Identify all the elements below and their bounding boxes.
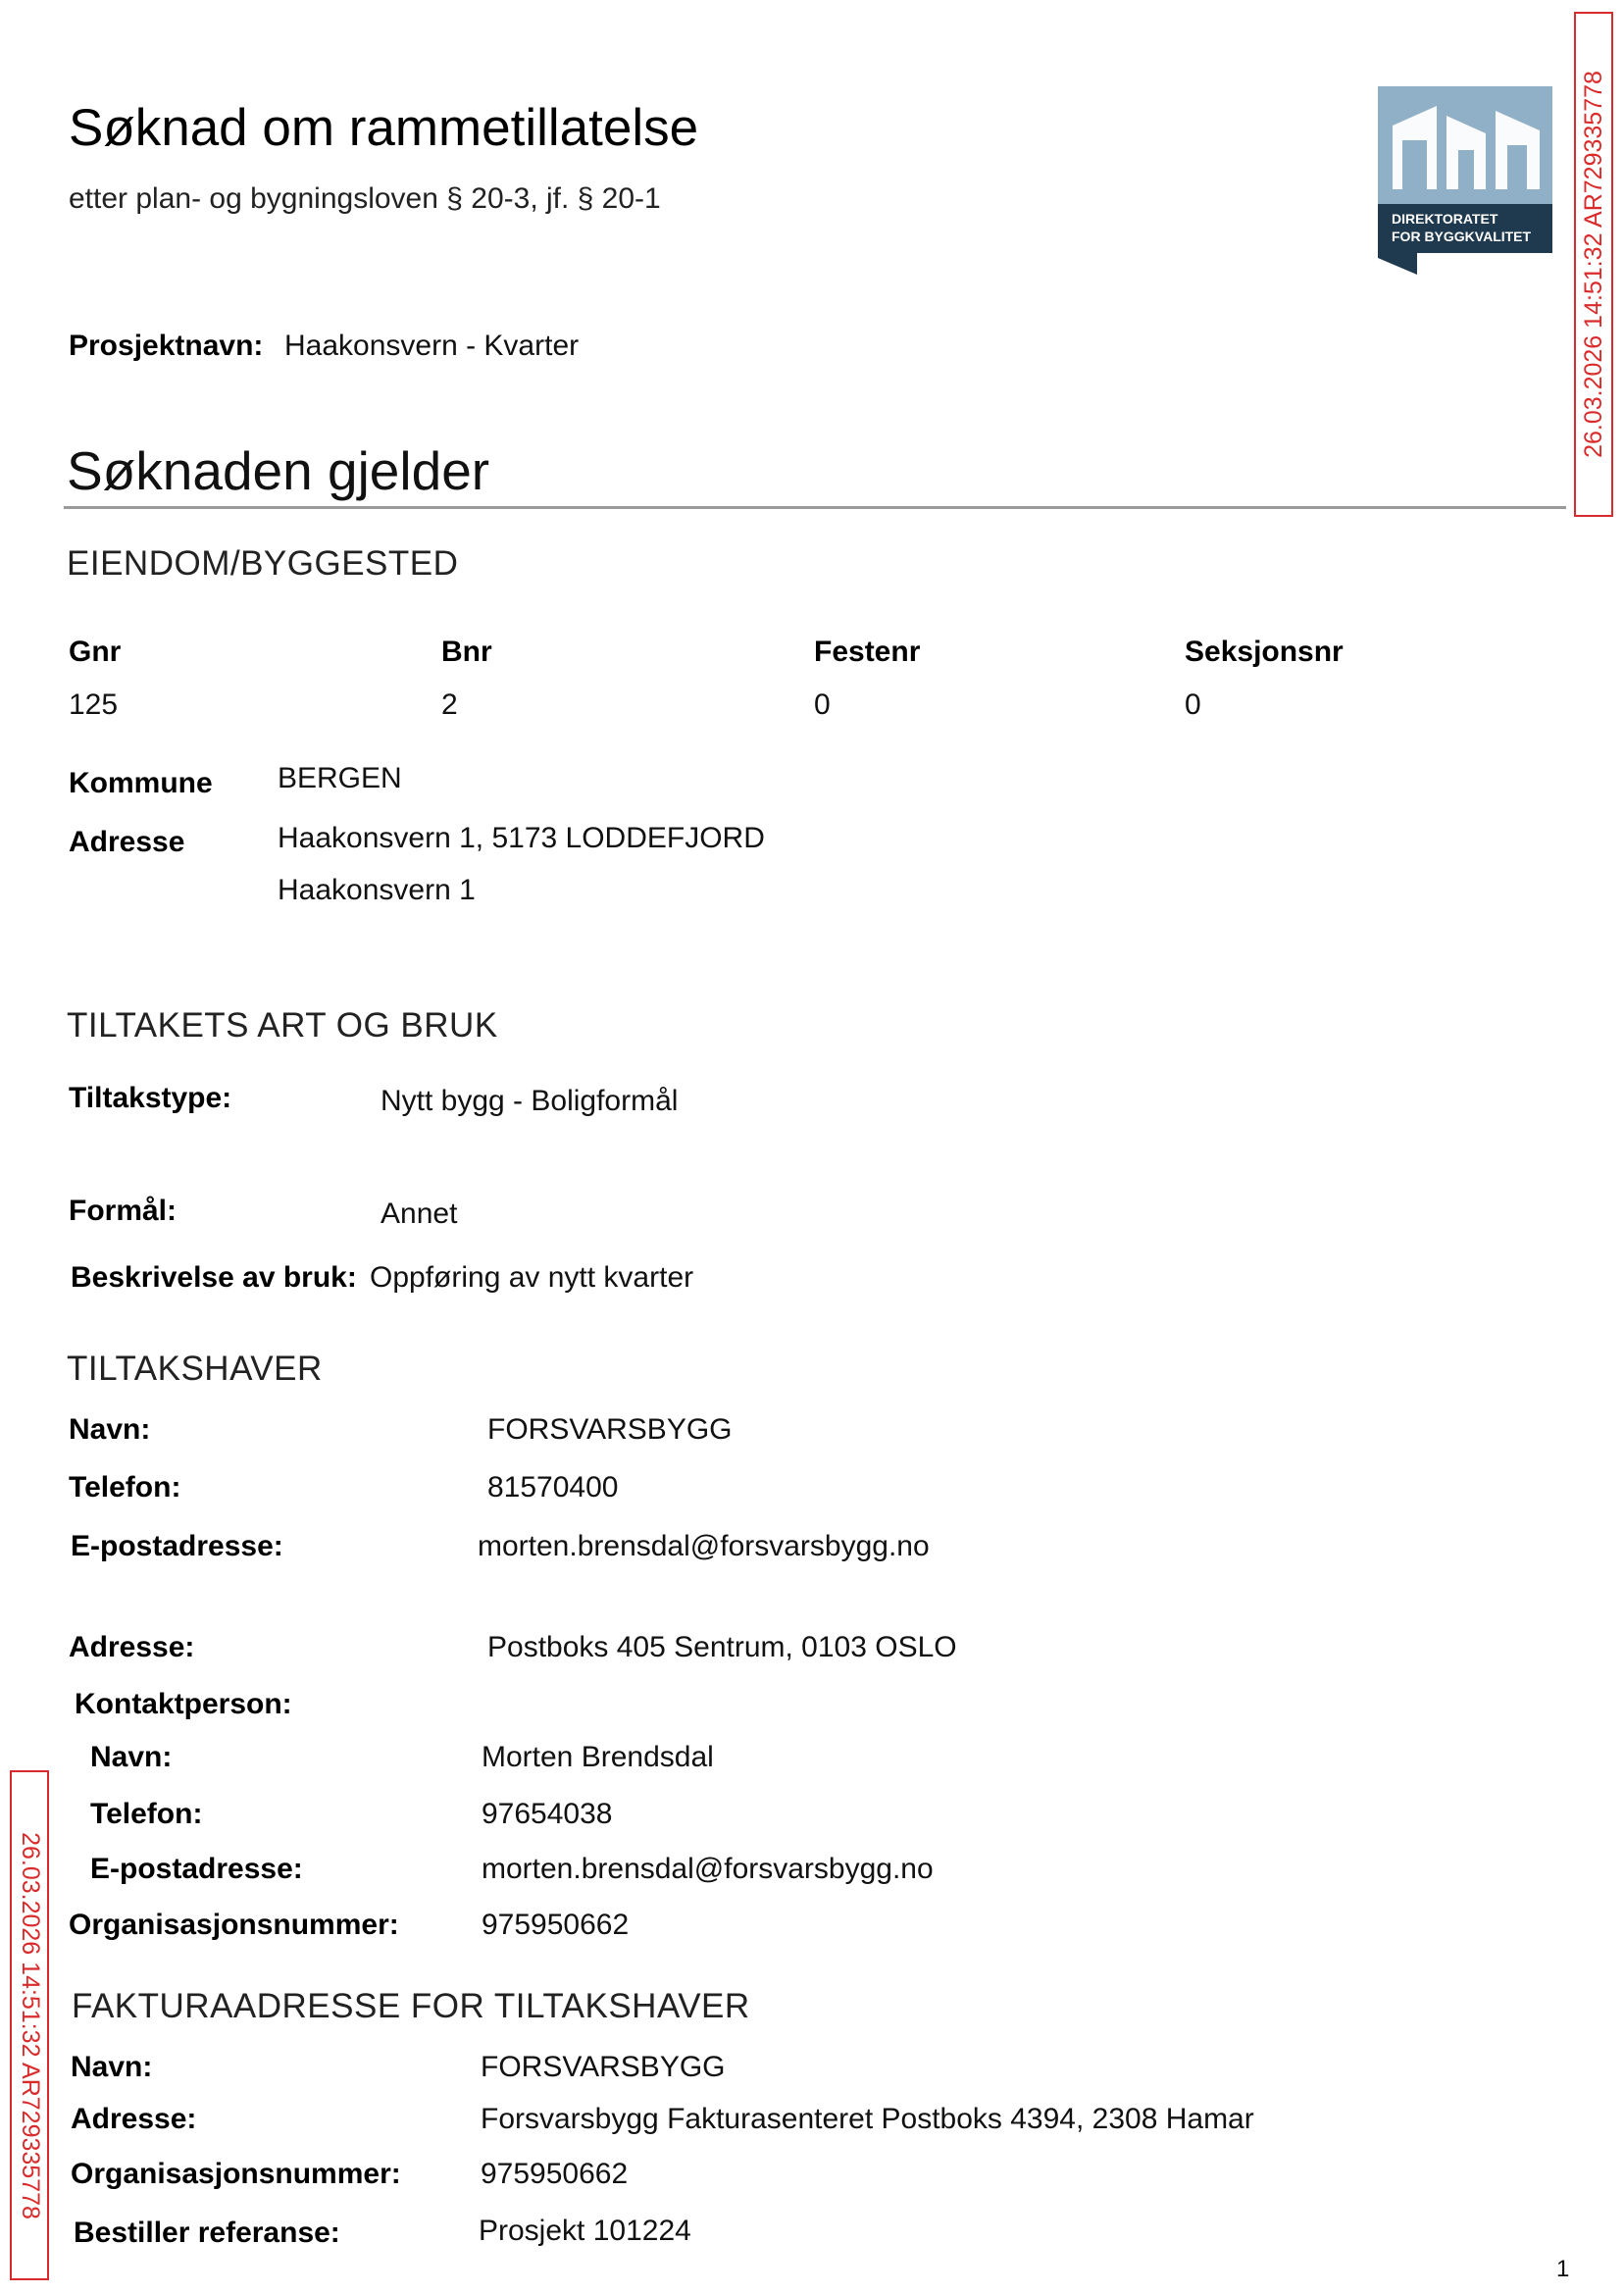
stamp-text: 26.03.2026 14:51:32 AR729335778 <box>1579 71 1607 458</box>
dibk-logo <box>1378 86 1552 275</box>
timestamp-stamp-bottom <box>10 1770 49 2280</box>
faktura-orgnr-value: 975950662 <box>481 2158 629 2190</box>
project-name-value: Haakonsvern - Kvarter <box>284 330 580 362</box>
formal-value: Annet <box>381 1198 458 1230</box>
gnr-value: 125 <box>69 688 119 721</box>
project-name-label: Prosjektnavn: <box>69 330 264 362</box>
adresse-line1: Haakonsvern 1, 5173 LODDEFJORD <box>278 822 765 854</box>
tiltakshaver-epost-label: E-postadresse: <box>71 1530 283 1562</box>
section-heading-faktura: FAKTURAADRESSE FOR TILTAKSHAVER <box>72 1987 750 2025</box>
adresse-label: Adresse <box>69 826 185 858</box>
logo-line1: DIREKTORATET <box>1392 211 1498 227</box>
tiltakstype-label: Tiltakstype: <box>69 1082 232 1114</box>
bestiller-ref-label: Bestiller referanse: <box>74 2217 340 2249</box>
kontaktperson-label: Kontaktperson: <box>75 1688 292 1720</box>
bestiller-ref-value: Prosjekt 101224 <box>479 2215 691 2247</box>
faktura-navn-value: FORSVARSBYGG <box>481 2051 726 2083</box>
section-heading-tiltakshaver: TILTAKSHAVER <box>67 1350 323 1388</box>
document-title: Søknad om rammetillatelse <box>69 99 699 157</box>
adresse-line2: Haakonsvern 1 <box>278 874 476 906</box>
tiltakshaver-telefon-value: 81570400 <box>487 1471 619 1504</box>
orgnr-value: 975950662 <box>482 1909 630 1941</box>
kommune-label: Kommune <box>69 767 213 799</box>
faktura-orgnr-label: Organisasjonsnummer: <box>71 2158 401 2190</box>
seksjonsnr-label: Seksjonsnr <box>1185 636 1344 668</box>
festenr-label: Festenr <box>814 636 921 668</box>
faktura-navn-label: Navn: <box>71 2051 153 2083</box>
heading-divider <box>64 506 1566 509</box>
seksjonsnr-value: 0 <box>1185 688 1201 721</box>
tiltakshaver-epost-value: morten.brensdal@forsvarsbygg.no <box>478 1530 930 1562</box>
tiltakshaver-telefon-label: Telefon: <box>69 1471 181 1504</box>
kommune-value: BERGEN <box>278 762 402 794</box>
stamp-text: 26.03.2026 14:51:32 AR729335778 <box>16 1831 44 2219</box>
tiltakshaver-navn-label: Navn: <box>69 1413 151 1446</box>
dibk-logo-icon <box>1378 86 1552 275</box>
section-heading-property: EIENDOM/BYGGESTED <box>67 544 459 583</box>
tiltakshaver-adresse-value: Postboks 405 Sentrum, 0103 OSLO <box>487 1631 957 1663</box>
kontakt-epost-label: E-postadresse: <box>90 1853 303 1885</box>
tiltakshaver-navn-value: FORSVARSBYGG <box>487 1413 733 1446</box>
kontakt-telefon-value: 97654038 <box>482 1798 613 1830</box>
faktura-adresse-value: Forsvarsbygg Fakturasenteret Postboks 4394, 2308 Hamar <box>481 2103 1254 2135</box>
kontakt-telefon-label: Telefon: <box>90 1798 203 1830</box>
beskrivelse-label: Beskrivelse av bruk: <box>71 1261 357 1294</box>
beskrivelse-value: Oppføring av nytt kvarter <box>370 1261 694 1294</box>
faktura-adresse-label: Adresse: <box>71 2103 197 2135</box>
timestamp-stamp-top <box>1574 12 1613 517</box>
bnr-label: Bnr <box>441 636 492 668</box>
kontakt-navn-value: Morten Brendsdal <box>482 1741 714 1773</box>
section-heading-tiltak: TILTAKETS ART OG BRUK <box>67 1006 498 1045</box>
gnr-label: Gnr <box>69 636 122 668</box>
orgnr-label: Organisasjonsnummer: <box>69 1909 399 1941</box>
page-number: 1 <box>1556 2256 1570 2282</box>
bnr-value: 2 <box>441 688 458 721</box>
kontakt-epost-value: morten.brensdal@forsvarsbygg.no <box>482 1853 934 1885</box>
main-heading: Søknaden gjelder <box>67 440 490 501</box>
tiltakstype-value: Nytt bygg - Boligformål <box>381 1085 679 1117</box>
formal-label: Formål: <box>69 1195 178 1227</box>
document-subtitle: etter plan- og bygningsloven § 20-3, jf. § 20-1 <box>69 182 661 215</box>
festenr-value: 0 <box>814 688 831 721</box>
tiltakshaver-adresse-label: Adresse: <box>69 1631 195 1663</box>
kontakt-navn-label: Navn: <box>90 1741 173 1773</box>
logo-line2: FOR BYGGKVALITET <box>1392 229 1532 244</box>
